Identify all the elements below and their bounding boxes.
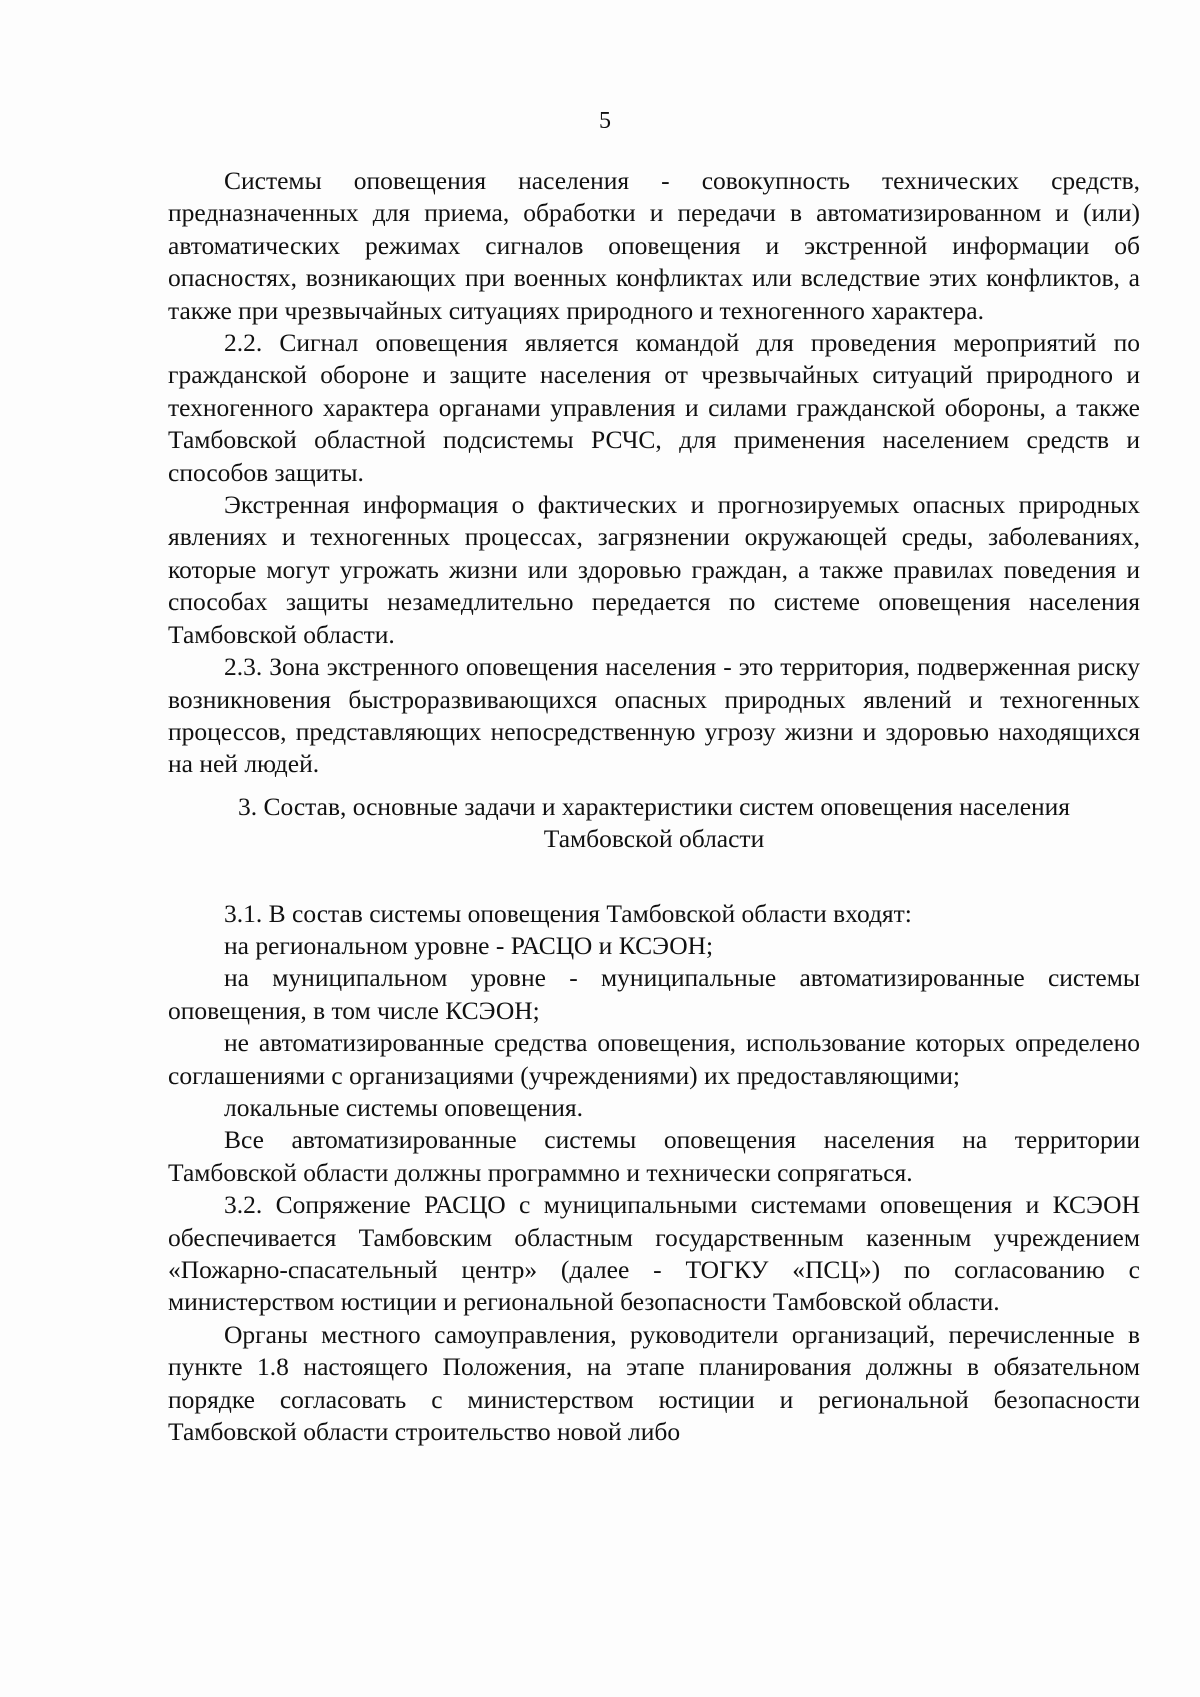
section-3-heading: 3. Состав, основные задачи и характеристики систем оповещения населения Тамбовской области	[237, 791, 1071, 854]
paragraph-alert-systems-definition: Системы оповещения населения - совокупность технических средств, предназначенных для приема, обработки и передачи в автоматизированном и (или) автоматических режимах сигналов оповещения и экстренной информации об опасностях, возникающих при военных конфликтах или вследствие этих конфликтов, а также при чрезвычайных ситуациях природного и техногенного характера.	[168, 166, 1140, 325]
paragraph-local-government: Органы местного самоуправления, руководители организаций, перечисленные в пункте 1.8 настоящего Положения, на этапе планирования должны в обязательном порядке согласовать с министерством юстиции и региональной безопасности Тамбовской области строительство новой либо	[168, 1319, 1140, 1447]
paragraph-municipal-level: на муниципальном уровне - муниципальные автоматизированные системы оповещения, в том числе КСЭОН;	[168, 963, 1140, 1025]
paragraph-2-3: 2.3. Зона экстренного оповещения населения - это территория, подверженная риску возникновения быстроразвивающихся опасных природных явлений и техногенных процессов, представляющих непосредственную угрозу жизни и здоровью находящихся на ней людей.	[168, 652, 1140, 779]
paragraph-2-2: 2.2. Сигнал оповещения является командой для проведения мероприятий по гражданской обороне и защите населения от чрезвычайных ситуаций природного и техногенного характера органами управления и силами гражданской обороны, а также Тамбовской областной подсистемы РСЧС, для применения населением средств и способов защиты.	[168, 328, 1140, 487]
paragraph-3-1: 3.1. В состав системы оповещения Тамбовской области входят:	[224, 898, 912, 928]
paragraph-regional-level: на региональном уровне - РАСЦО и КСЭОН;	[224, 930, 714, 960]
paragraph-emergency-information: Экстренная информация о фактических и прогнозируемых опасных природных явлениях и техногенных процессах, загрязнении окружающей среды, заболеваниях, которые могут угрожать жизни или здоровью граждан, а также правилах поведения и способах защиты незамедлительно передается по системе оповещения населения Тамбовской области.	[168, 490, 1140, 649]
page-number: 5	[599, 108, 611, 134]
paragraph-3-2: 3.2. Сопряжение РАСЦО с муниципальными системами оповещения и КСЭОН обеспечивается Тамбовским областным государственным казенным учреждением «Пожарно-спасательный центр» (далее - ТОГКУ «ПСЦ») по согласованию с министерством юстиции и региональной безопасности Тамбовской области.	[168, 1190, 1140, 1317]
paragraph-local-systems: локальные системы оповещения.	[224, 1092, 583, 1122]
document-body	[168, 165, 1140, 1448]
paragraph-systems-interface: Все автоматизированные системы оповещения населения на территории Тамбовской области должны программно и технически сопрягаться.	[168, 1125, 1140, 1187]
paragraph-non-automated-means: не автоматизированные средства оповещения, использование которых определено соглашениями с организациями (учреждениями) их предоставляющими;	[168, 1028, 1140, 1090]
